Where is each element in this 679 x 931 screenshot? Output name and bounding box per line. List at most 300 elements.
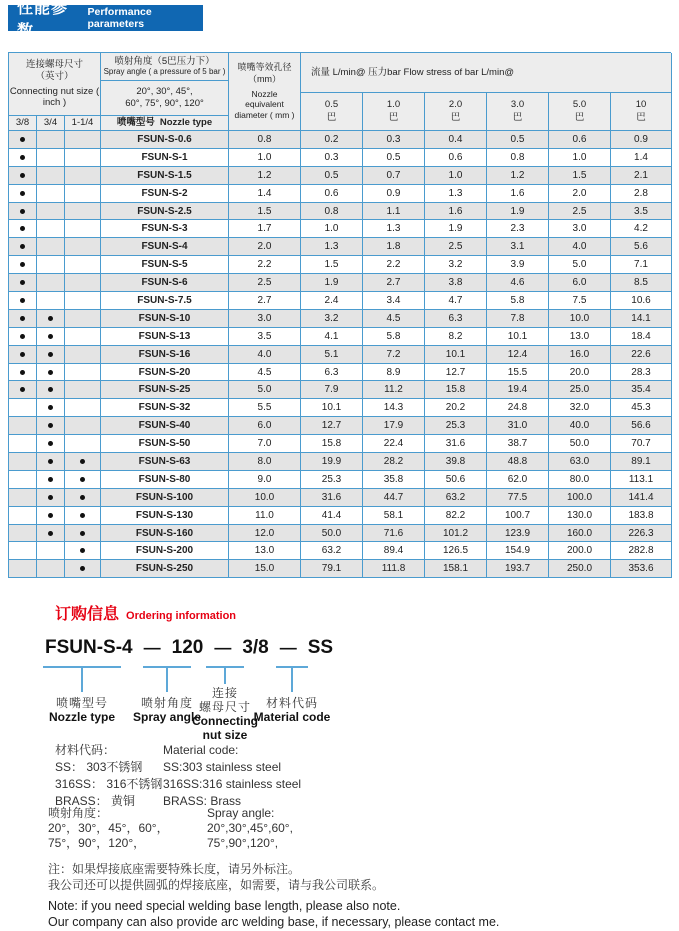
flow-value-cell: 160.0 [549, 525, 611, 543]
flow-value-cell: 0.8 [487, 149, 549, 167]
diameter-cell: 5.0 [229, 381, 301, 399]
flow-value-cell: 8.2 [425, 328, 487, 346]
table-row [9, 220, 671, 238]
nut-dot-cell [37, 399, 65, 417]
nut-dot-cell [65, 471, 101, 489]
nozzle-model-cell: FSUN-S-130 [101, 507, 229, 525]
nut-dot-cell [37, 435, 65, 453]
diameter-cell: 3.0 [229, 310, 301, 328]
diameter-cell: 2.0 [229, 238, 301, 256]
flow-value-cell: 15.8 [301, 435, 363, 453]
nozzle-model-cell: FSUN-S-5 [101, 256, 229, 274]
nut-dot-cell [65, 525, 101, 543]
nozzle-model-cell: FSUN-S-100 [101, 489, 229, 507]
nut-size-header-cn: 连接螺母尺寸 [25, 58, 83, 70]
note-en: Note: if you need special welding base length, please also note. Our company can also provide arc welding base, if necessary, please contact me. [48, 899, 500, 929]
flow-value-cell: 1.9 [301, 274, 363, 292]
nut-dot-cell [9, 238, 37, 256]
flow-value-cell: 77.5 [487, 489, 549, 507]
nozzle-model-cell: FSUN-S-20 [101, 364, 229, 382]
table-row [9, 542, 671, 560]
availability-dot [48, 370, 53, 375]
nut-dot-cell [65, 435, 101, 453]
flow-value-cell: 25.3 [301, 471, 363, 489]
availability-dot [48, 387, 53, 392]
nut-dot-cell [9, 274, 37, 292]
pressure-column-header: 10 巴 [611, 93, 672, 131]
availability-dot [80, 566, 85, 571]
flow-value-cell: 0.6 [549, 131, 611, 149]
nut-dot-cell [65, 381, 101, 399]
flow-value-cell: 31.6 [425, 435, 487, 453]
flow-value-cell: 89.1 [611, 453, 672, 471]
diameter-cell: 4.0 [229, 346, 301, 364]
nut-dot-cell [9, 399, 37, 417]
nut-dot-cell [65, 185, 101, 203]
flow-value-cell: 4.7 [425, 292, 487, 310]
flow-value-cell: 3.4 [363, 292, 425, 310]
table-row [9, 185, 671, 203]
nozzle-model-cell: FSUN-S-16 [101, 346, 229, 364]
nut-dot-cell [65, 167, 101, 185]
nut-dot-cell [9, 328, 37, 346]
flow-value-cell: 0.7 [363, 167, 425, 185]
flow-value-cell: 24.8 [487, 399, 549, 417]
availability-dot [80, 477, 85, 482]
nut-dot-cell [9, 417, 37, 435]
nozzle-model-cell: FSUN-S-63 [101, 453, 229, 471]
flow-value-cell: 48.8 [487, 453, 549, 471]
flow-value-cell: 3.8 [425, 274, 487, 292]
flow-value-cell: 101.2 [425, 525, 487, 543]
nozzle-model-cell: FSUN-S-160 [101, 525, 229, 543]
flow-value-cell: 32.0 [549, 399, 611, 417]
availability-dot [80, 459, 85, 464]
ordering-part-nozzle-type: FSUN-S-4 [45, 637, 133, 658]
diameter-cell: 1.7 [229, 220, 301, 238]
spray-angles-en: Spray angle: 20°,30°,45°,60°, 75°,90°,120°, [207, 806, 293, 850]
flow-value-cell: 2.7 [363, 274, 425, 292]
table-body [9, 131, 671, 578]
flow-value-cell: 79.1 [301, 560, 363, 578]
nut-dot-cell [37, 471, 65, 489]
diameter-cell: 12.0 [229, 525, 301, 543]
nut-dot-cell [37, 346, 65, 364]
flow-value-cell: 0.8 [301, 203, 363, 221]
performance-table [8, 52, 671, 578]
flow-value-cell: 50.6 [425, 471, 487, 489]
connector-line [224, 666, 226, 684]
pressure-column-header: 2.0 巴 [425, 93, 487, 131]
flow-value-cell: 31.0 [487, 417, 549, 435]
flow-value-cell: 13.0 [549, 328, 611, 346]
nut-dot-cell [37, 489, 65, 507]
flow-value-cell: 28.3 [611, 364, 672, 382]
nut-dot-cell [37, 525, 65, 543]
spray-angle-header-en: Spray angle ( a pressure of 5 bar ) [103, 67, 226, 77]
flow-value-cell: 14.1 [611, 310, 672, 328]
nut-dot-cell [9, 489, 37, 507]
label-nozzle-type: 喷嘴型号 Nozzle type [48, 696, 116, 724]
flow-value-cell: 5.1 [301, 346, 363, 364]
table-row [9, 131, 671, 149]
nut-dot-cell [65, 364, 101, 382]
ordering-part-material: SS [307, 637, 334, 658]
nut-dot-cell [9, 453, 37, 471]
table-row [9, 292, 671, 310]
nut-dot-cell [65, 417, 101, 435]
label-spray-angle: 喷射角度 Spray angle [132, 696, 202, 724]
dash-separator: — [279, 638, 297, 657]
nut-dot-cell [9, 542, 37, 560]
availability-dot [20, 137, 25, 142]
flow-value-cell: 3.9 [487, 256, 549, 274]
nut-dot-cell [9, 131, 37, 149]
flow-value-cell: 4.0 [549, 238, 611, 256]
nut-dot-cell [9, 525, 37, 543]
nut-dot-cell [9, 471, 37, 489]
flow-value-cell: 28.2 [363, 453, 425, 471]
label-connecting-nut-size: 连接 螺母尺寸 Connecting nut size [192, 686, 258, 742]
availability-dot [48, 352, 53, 357]
flow-value-cell: 5.0 [549, 256, 611, 274]
table-row [9, 525, 671, 543]
flow-value-cell: 2.5 [549, 203, 611, 221]
flow-value-cell: 35.4 [611, 381, 672, 399]
availability-dot [48, 495, 53, 500]
nozzle-model-cell: FSUN-S-25 [101, 381, 229, 399]
diameter-cell: 1.0 [229, 149, 301, 167]
flow-value-cell: 5.8 [487, 292, 549, 310]
flow-value-cell: 12.7 [301, 417, 363, 435]
flow-header: 流量 L/min@ 压力bar Flow stress of bar L/min@ [301, 53, 672, 93]
nozzle-model-cell: FSUN-S-1.5 [101, 167, 229, 185]
diameter-cell: 1.4 [229, 185, 301, 203]
nut-dot-cell [65, 310, 101, 328]
nut-dot-cell [9, 346, 37, 364]
flow-value-cell: 1.0 [301, 220, 363, 238]
nozzle-model-cell: FSUN-S-2 [101, 185, 229, 203]
flow-value-cell: 17.9 [363, 417, 425, 435]
nut-dot-cell [65, 542, 101, 560]
spray-angle-header-cn: 喷射角度（5巴压力下） [114, 55, 215, 67]
flow-value-cell: 4.1 [301, 328, 363, 346]
flow-value-cell: 183.8 [611, 507, 672, 525]
nut-dot-cell [65, 238, 101, 256]
availability-dot [48, 531, 53, 536]
nut-dot-cell [65, 131, 101, 149]
diameter-header: 喷嘴等效孔径 （mm） Nozzle equivalent diameter ( mm ) [229, 53, 301, 131]
flow-value-cell: 12.7 [425, 364, 487, 382]
ordering-part-spray-angle: 120 [171, 637, 204, 658]
table-row [9, 310, 671, 328]
flow-value-cell: 141.4 [611, 489, 672, 507]
connector-line [81, 666, 83, 692]
flow-value-cell: 0.9 [611, 131, 672, 149]
nozzle-model-cell: FSUN-S-6 [101, 274, 229, 292]
nut-size-1-1-4: 1-1/4 [65, 116, 101, 131]
table-row [9, 238, 671, 256]
flow-value-cell: 2.4 [301, 292, 363, 310]
nut-dot-cell [37, 274, 65, 292]
diameter-cell: 9.0 [229, 471, 301, 489]
flow-value-cell: 2.0 [549, 185, 611, 203]
nozzle-model-cell: FSUN-S-4 [101, 238, 229, 256]
nozzle-model-cell: FSUN-S-80 [101, 471, 229, 489]
table-row [9, 167, 671, 185]
flow-value-cell: 10.0 [549, 310, 611, 328]
nut-dot-cell [37, 131, 65, 149]
dash-separator: — [143, 638, 161, 657]
flow-value-cell: 40.0 [549, 417, 611, 435]
flow-value-cell: 8.5 [611, 274, 672, 292]
diameter-cell: 6.0 [229, 417, 301, 435]
table-row [9, 381, 671, 399]
connector-line [291, 666, 293, 692]
nut-dot-cell [65, 274, 101, 292]
nut-dot-cell [37, 185, 65, 203]
flow-value-cell: 1.9 [425, 220, 487, 238]
flow-value-cell: 1.3 [301, 238, 363, 256]
diameter-cell: 5.5 [229, 399, 301, 417]
flow-value-cell: 35.8 [363, 471, 425, 489]
table-row [9, 149, 671, 167]
table-row [9, 453, 671, 471]
nozzle-model-cell: FSUN-S-1 [101, 149, 229, 167]
availability-dot [20, 226, 25, 231]
nut-dot-cell [65, 560, 101, 578]
nut-dot-cell [37, 310, 65, 328]
flow-value-cell: 1.5 [301, 256, 363, 274]
nozzle-model-cell: FSUN-S-13 [101, 328, 229, 346]
nut-dot-cell [9, 256, 37, 274]
diameter-cell: 11.0 [229, 507, 301, 525]
nut-dot-cell [9, 292, 37, 310]
spray-angle-header [101, 53, 229, 81]
nut-dot-cell [37, 149, 65, 167]
flow-value-cell: 2.1 [611, 167, 672, 185]
ordering-heading-en: Ordering information [126, 610, 237, 622]
flow-value-cell: 41.4 [301, 507, 363, 525]
nozzle-model-cell: FSUN-S-10 [101, 310, 229, 328]
section-title-bar [8, 0, 203, 40]
table-row [9, 274, 671, 292]
availability-dot [20, 334, 25, 339]
nut-dot-cell [65, 399, 101, 417]
nut-dot-cell [65, 256, 101, 274]
flow-value-cell: 10.1 [301, 399, 363, 417]
page-title: 性能参数 [17, 0, 69, 40]
pressure-column-header: 5.0 巴 [549, 93, 611, 131]
nut-dot-cell [37, 328, 65, 346]
nut-dot-cell [65, 328, 101, 346]
availability-dot [48, 405, 53, 410]
availability-dot [48, 513, 53, 518]
diameter-cell: 1.2 [229, 167, 301, 185]
flow-value-cell: 14.3 [363, 399, 425, 417]
diameter-cell: 0.8 [229, 131, 301, 149]
availability-dot [20, 155, 25, 160]
flow-value-cell: 0.6 [301, 185, 363, 203]
flow-value-cell: 63.0 [549, 453, 611, 471]
nut-dot-cell [9, 435, 37, 453]
flow-value-cell: 70.7 [611, 435, 672, 453]
availability-dot [48, 477, 53, 482]
nut-dot-cell [37, 203, 65, 221]
diameter-cell: 7.0 [229, 435, 301, 453]
availability-dot [80, 513, 85, 518]
flow-value-cell: 58.1 [363, 507, 425, 525]
dash-separator: — [214, 638, 232, 657]
nut-dot-cell [65, 346, 101, 364]
flow-value-cell: 50.0 [549, 435, 611, 453]
flow-value-cell: 0.5 [301, 167, 363, 185]
availability-dot [48, 423, 53, 428]
nut-dot-cell [37, 507, 65, 525]
flow-value-cell: 18.4 [611, 328, 672, 346]
nozzle-model-cell: FSUN-S-40 [101, 417, 229, 435]
diameter-cell: 3.5 [229, 328, 301, 346]
flow-value-cell: 226.3 [611, 525, 672, 543]
flow-value-cell: 6.3 [301, 364, 363, 382]
flow-value-cell: 62.0 [487, 471, 549, 489]
flow-value-cell: 10.1 [487, 328, 549, 346]
flow-value-cell: 11.2 [363, 381, 425, 399]
flow-value-cell: 0.9 [363, 185, 425, 203]
material-codes-cn: 材料代码： SS： 303不锈钢 316SS： 316不锈钢 BRASS： 黄铜 [55, 743, 163, 808]
nut-dot-cell [37, 560, 65, 578]
flow-value-cell: 3.1 [487, 238, 549, 256]
note-cn: 注：如果焊接底座需要特殊长度，请另外标注。 我公司还可以提供圆弧的焊接底座，如需要，请与我公司联系。 [48, 862, 385, 892]
flow-value-cell: 6.3 [425, 310, 487, 328]
table-row [9, 328, 671, 346]
availability-dot [20, 370, 25, 375]
diameter-cell: 8.0 [229, 453, 301, 471]
flow-value-cell: 50.0 [301, 525, 363, 543]
diameter-cell: 1.5 [229, 203, 301, 221]
nut-dot-cell [65, 453, 101, 471]
flow-value-cell: 100.0 [549, 489, 611, 507]
nozzle-type-header: 喷嘴型号 Nozzle type [101, 116, 229, 131]
nut-dot-cell [9, 203, 37, 221]
nut-dot-cell [37, 542, 65, 560]
flow-value-cell: 1.8 [363, 238, 425, 256]
availability-dot [20, 262, 25, 267]
table-row [9, 417, 671, 435]
availability-dot [48, 441, 53, 446]
nut-dot-cell [37, 220, 65, 238]
flow-value-cell: 0.3 [363, 131, 425, 149]
nut-dot-cell [37, 381, 65, 399]
flow-value-cell: 63.2 [425, 489, 487, 507]
nut-dot-cell [9, 185, 37, 203]
availability-dot [80, 495, 85, 500]
connector-line [166, 666, 168, 692]
nut-dot-cell [9, 220, 37, 238]
flow-value-cell: 89.4 [363, 542, 425, 560]
flow-value-cell: 1.0 [549, 149, 611, 167]
nozzle-model-cell: FSUN-S-250 [101, 560, 229, 578]
availability-dot [20, 191, 25, 196]
flow-value-cell: 7.1 [611, 256, 672, 274]
page-title-en: Performance parameters [87, 6, 152, 30]
nut-dot-cell [9, 310, 37, 328]
flow-value-cell: 4.6 [487, 274, 549, 292]
table-row [9, 435, 671, 453]
diameter-cell: 15.0 [229, 560, 301, 578]
flow-value-cell: 44.7 [363, 489, 425, 507]
flow-value-cell: 1.5 [549, 167, 611, 185]
flow-value-cell: 0.3 [301, 149, 363, 167]
flow-value-cell: 19.9 [301, 453, 363, 471]
ordering-code-example [45, 637, 333, 659]
flow-value-cell: 6.0 [549, 274, 611, 292]
flow-value-cell: 1.4 [611, 149, 672, 167]
flow-value-cell: 2.3 [487, 220, 549, 238]
nut-dot-cell [9, 381, 37, 399]
availability-dot [20, 352, 25, 357]
flow-value-cell: 80.0 [549, 471, 611, 489]
flow-value-cell: 3.0 [549, 220, 611, 238]
flow-value-cell: 0.4 [425, 131, 487, 149]
nut-dot-cell [65, 489, 101, 507]
nozzle-model-cell: FSUN-S-7.5 [101, 292, 229, 310]
nut-size-header-cn2: （英寸） [35, 70, 74, 82]
flow-value-cell: 39.8 [425, 453, 487, 471]
flow-value-cell: 100.7 [487, 507, 549, 525]
flow-value-cell: 16.0 [549, 346, 611, 364]
flow-value-cell: 7.9 [301, 381, 363, 399]
flow-value-cell: 2.5 [425, 238, 487, 256]
table-row [9, 471, 671, 489]
flow-value-cell: 3.2 [425, 256, 487, 274]
flow-value-cell: 25.3 [425, 417, 487, 435]
flow-value-cell: 2.2 [363, 256, 425, 274]
nozzle-model-cell: FSUN-S-3 [101, 220, 229, 238]
diameter-cell: 2.7 [229, 292, 301, 310]
availability-dot [20, 209, 25, 214]
nut-dot-cell [65, 507, 101, 525]
flow-value-cell: 2.8 [611, 185, 672, 203]
pressure-column-header: 1.0 巴 [363, 93, 425, 131]
flow-value-cell: 0.5 [487, 131, 549, 149]
flow-value-cell: 7.8 [487, 310, 549, 328]
flow-value-cell: 15.8 [425, 381, 487, 399]
flow-value-cell: 10.1 [425, 346, 487, 364]
table-row [9, 489, 671, 507]
table-header [9, 53, 671, 131]
flow-value-cell: 130.0 [549, 507, 611, 525]
diameter-cell: 13.0 [229, 542, 301, 560]
availability-dot [48, 334, 53, 339]
spray-angles-cn: 喷射角度： 20°，30°，45°，60°， 75°，90°，120°， [48, 806, 169, 850]
flow-value-cell: 10.6 [611, 292, 672, 310]
flow-value-cell: 126.5 [425, 542, 487, 560]
flow-value-cell: 7.2 [363, 346, 425, 364]
flow-value-cell: 56.6 [611, 417, 672, 435]
nut-dot-cell [37, 453, 65, 471]
flow-value-cell: 1.1 [363, 203, 425, 221]
availability-dot [20, 244, 25, 249]
flow-value-cell: 1.3 [425, 185, 487, 203]
availability-dot [20, 298, 25, 303]
nut-dot-cell [9, 507, 37, 525]
flow-value-cell: 1.9 [487, 203, 549, 221]
diameter-cell: 2.2 [229, 256, 301, 274]
flow-value-cell: 4.5 [363, 310, 425, 328]
table-row [9, 346, 671, 364]
nozzle-model-cell: FSUN-S-200 [101, 542, 229, 560]
